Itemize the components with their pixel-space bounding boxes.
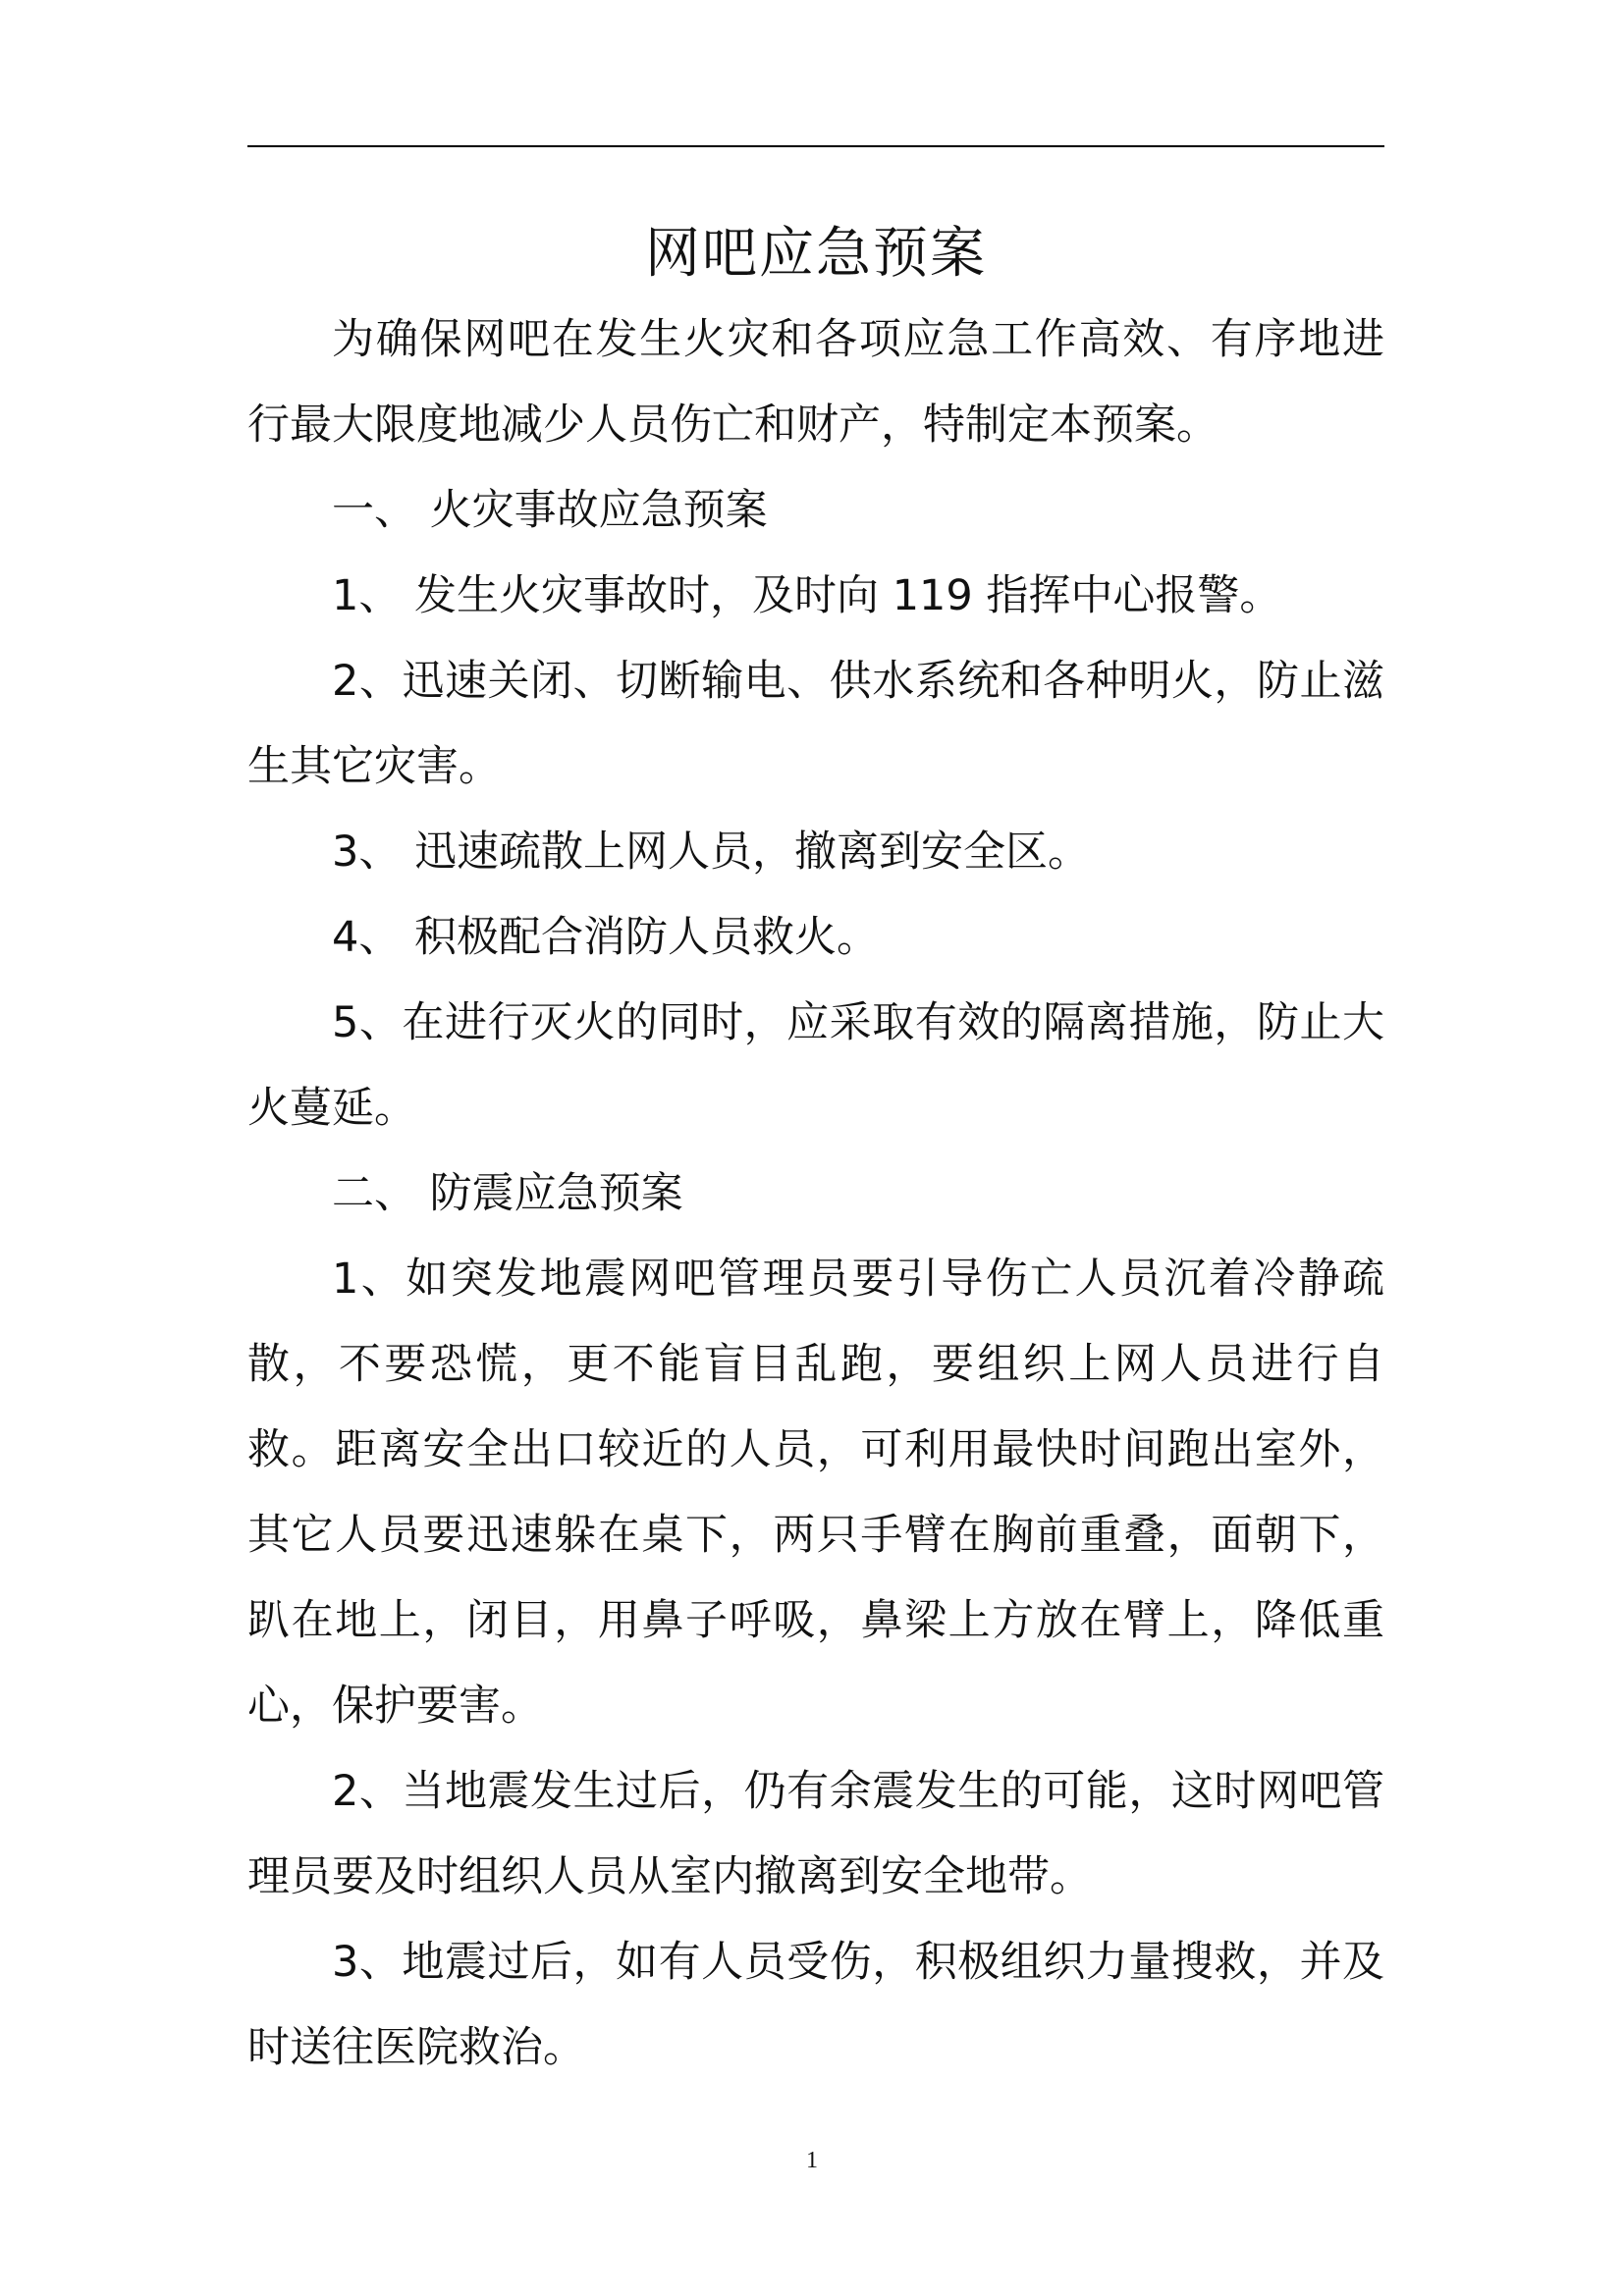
document-body [247,211,1384,2091]
earthquake-item-1: 1、如突发地震网吧管理员要引导伤亡人员沉着冷静疏散，不要恐慌，更不能盲目乱跑，要组织上网人员进行自救。距离安全出口较近的人员，可利用最快时间跑出室外，其它人员要迅速躲在桌下，两只手臂在胸前重叠，面朝下，趴在地上，闭目，用鼻子呼吸，鼻梁上方放在臂上，降低重心，保护要害。 [247,1255,1384,1731]
fire-item-1: 1、 发生火灾事故时，及时向 119 指挥中心报警。 [332,571,1282,620]
paragraph-intro: 为确保网吧在发生火灾和各项应急工作高效、有序地进行最大限度地减少人员伤亡和财产，特制定本预案。 [247,315,1384,450]
section-heading-earthquake: 二、 防震应急预案 [332,1169,683,1218]
earthquake-item-2: 2、当地震发生过后，仍有余震发生的可能，这时网吧管理员要及时组织人员从室内撤离到安全地带。 [247,1767,1384,1901]
earthquake-item-3: 3、地震过后，如有人员受伤，积极组织力量搜救，并及时送往医院救治。 [247,1938,1384,2072]
section-heading-fire: 一、 火灾事故应急预案 [332,486,768,535]
fire-item-3: 3、 迅速疏散上网人员，撤离到安全区。 [332,828,1091,877]
fire-item-2: 2、迅速关闭、切断输电、供水系统和各种明火，防止滋生其它灾害。 [247,657,1384,791]
page-number: 1 [806,2148,818,2173]
fire-item-5: 5、在进行灭火的同时，应采取有效的隔离措施，防止大火蔓延。 [247,998,1384,1133]
document-title: 网吧应急预案 [645,222,987,286]
fire-item-4: 4、 积极配合消防人员救火。 [332,913,880,962]
header-rule [247,145,1384,147]
